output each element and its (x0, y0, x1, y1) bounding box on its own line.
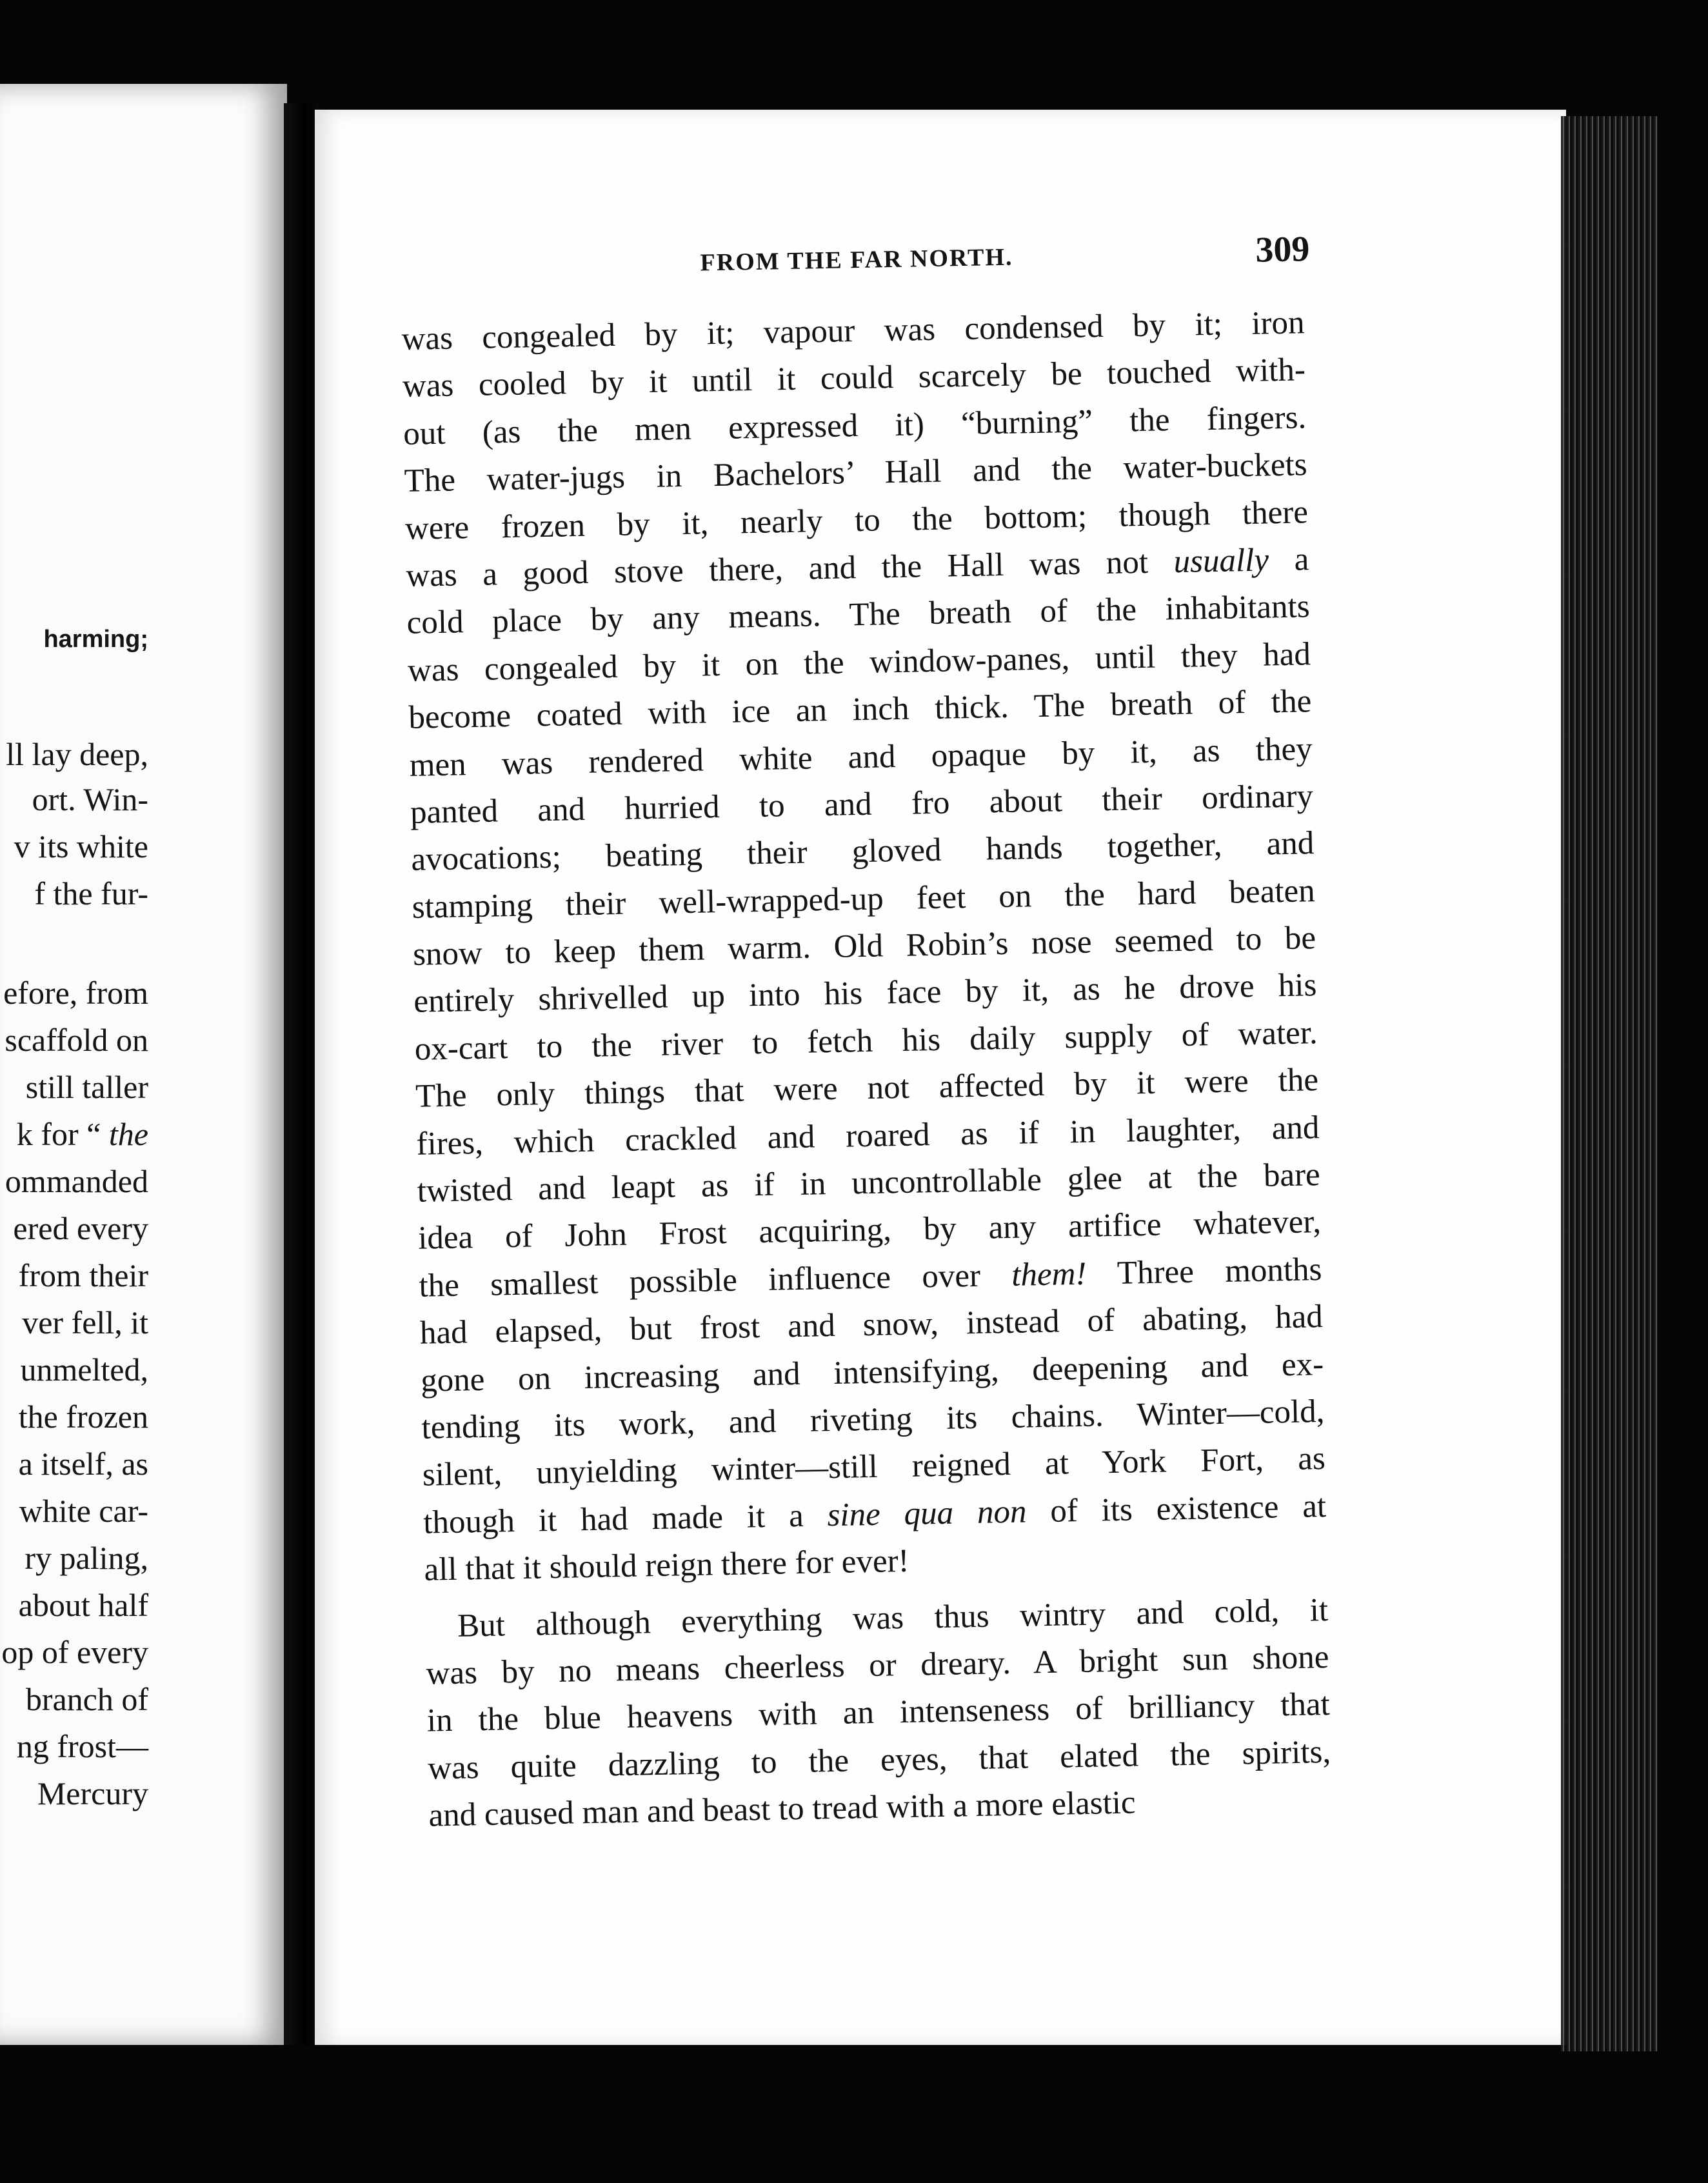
text-line: in the blue heavens with an intenseness of brilliancy that (426, 1686, 1331, 1739)
text-line: was quite dazzling to the eyes, that elated the spirits, (427, 1733, 1331, 1787)
facing-page-line: v its white (14, 828, 148, 864)
facing-page-line: branch of (25, 1681, 148, 1717)
facing-page-line: efore, from (3, 975, 148, 1011)
facing-page-line: ll lay deep, (6, 736, 148, 772)
facing-page-line: ng frost— (16, 1728, 148, 1764)
text-line: But although everything was thus wintry and cold, it (457, 1591, 1329, 1644)
paragraph-2 (425, 1587, 1332, 1840)
text-line: idea of John Frost acquiring, by any artifice whatever, (417, 1204, 1322, 1257)
running-head-title: FROM THE FAR NORTH. (700, 243, 1013, 277)
text-line: was congealed by it; vapour was condensed by it; iron (401, 304, 1305, 357)
text-line: The only things that were not affected by it were the (415, 1062, 1319, 1115)
book-gutter (284, 103, 319, 2045)
facing-page-line: unmelted, (20, 1351, 148, 1388)
facing-page-line: a itself, as (18, 1446, 148, 1482)
text-line: was congealed by it on the window-panes, until they had (407, 635, 1311, 689)
facing-page-line: from their (18, 1257, 148, 1293)
facing-page-line: k for “ the (16, 1116, 148, 1152)
facing-page-line: about half (18, 1587, 148, 1623)
facing-page-line: harming; (43, 626, 148, 653)
text-line: snow to keep them warm. Old Robin’s nose seemed to be (412, 920, 1316, 973)
text-line: cold place by any means. The breath of the inhabitants (406, 588, 1311, 642)
text-line: was cooled by it until it could scarcely be touched with- (402, 352, 1306, 405)
text-line: ox-cart to the river to fetch his daily supply of water. (414, 1014, 1318, 1068)
paragraph-1 (401, 299, 1327, 1594)
text-line: twisted and leapt as if in uncontrollable glee at the bare (417, 1157, 1321, 1210)
text-line: The water-jugs in Bachelors’ Hall and the water-buckets (404, 446, 1307, 500)
text-line: the smallest possible influence over them! Three months (419, 1251, 1322, 1304)
text-line: was by no means cheerless or dreary. A bright sun shone (426, 1639, 1329, 1692)
page-edges (1561, 116, 1658, 2051)
text-line: men was rendered white and opaque by it, as they (409, 730, 1313, 784)
text-line: tending its work, and riveting its chains. Winter—cold, (421, 1393, 1325, 1446)
text-line: stamping their well-wrapped-up feet on the hard beaten (412, 872, 1316, 926)
text-line: out (as the men expressed it) “burning” the fingers. (402, 399, 1307, 452)
text-line: gone on increasing and intensifying, deepening and ex- (420, 1346, 1324, 1399)
text-line: panted and hurried to and fro about their ordinary (410, 778, 1314, 831)
facing-page-line: still taller (25, 1069, 148, 1105)
text-line: fires, which crackled and roared as if in laughter, and (416, 1109, 1320, 1162)
page-number: 309 (1255, 229, 1310, 270)
text-line: entirely shrivelled up into his face by it, as he drove his (413, 967, 1317, 1021)
facing-page-line: ort. Win- (32, 781, 148, 817)
page-text-block (400, 228, 1332, 1840)
text-line: all that it should reign there for ever! (424, 1543, 910, 1588)
text-line: had elapsed, but frost and snow, instead of abating, had (419, 1299, 1324, 1351)
facing-page-line: ver fell, it (22, 1304, 148, 1341)
facing-page-line: op of every (1, 1634, 148, 1670)
text-line: and caused man and beast to tread with a more elastic (428, 1784, 1137, 1834)
text-line: become coated with ice an inch thick. The breath of the (408, 683, 1312, 736)
facing-page-line: ry paling, (25, 1540, 148, 1576)
text-line: was a good stove there, and the Hall was not usually a (405, 541, 1309, 594)
text-line: avocations; beating their gloved hands together, and (410, 825, 1315, 879)
text-line: though it had made it a sine qua non of its existence at (422, 1488, 1327, 1541)
text-line: were frozen by it, nearly to the bottom; though there (404, 493, 1309, 547)
facing-page-line: scaffold on (5, 1022, 148, 1058)
facing-page-line: ommanded (5, 1163, 148, 1199)
facing-page-line: f the fur- (34, 875, 148, 912)
facing-page-line: Mercury (37, 1775, 148, 1811)
facing-page-left (0, 84, 287, 2045)
text-line: silent, unyielding winter—still reigned at York Fort, as (422, 1440, 1326, 1494)
facing-page-line: ered every (13, 1210, 148, 1246)
facing-page-line: the frozen (18, 1399, 148, 1435)
facing-page-line: white car- (19, 1493, 148, 1529)
